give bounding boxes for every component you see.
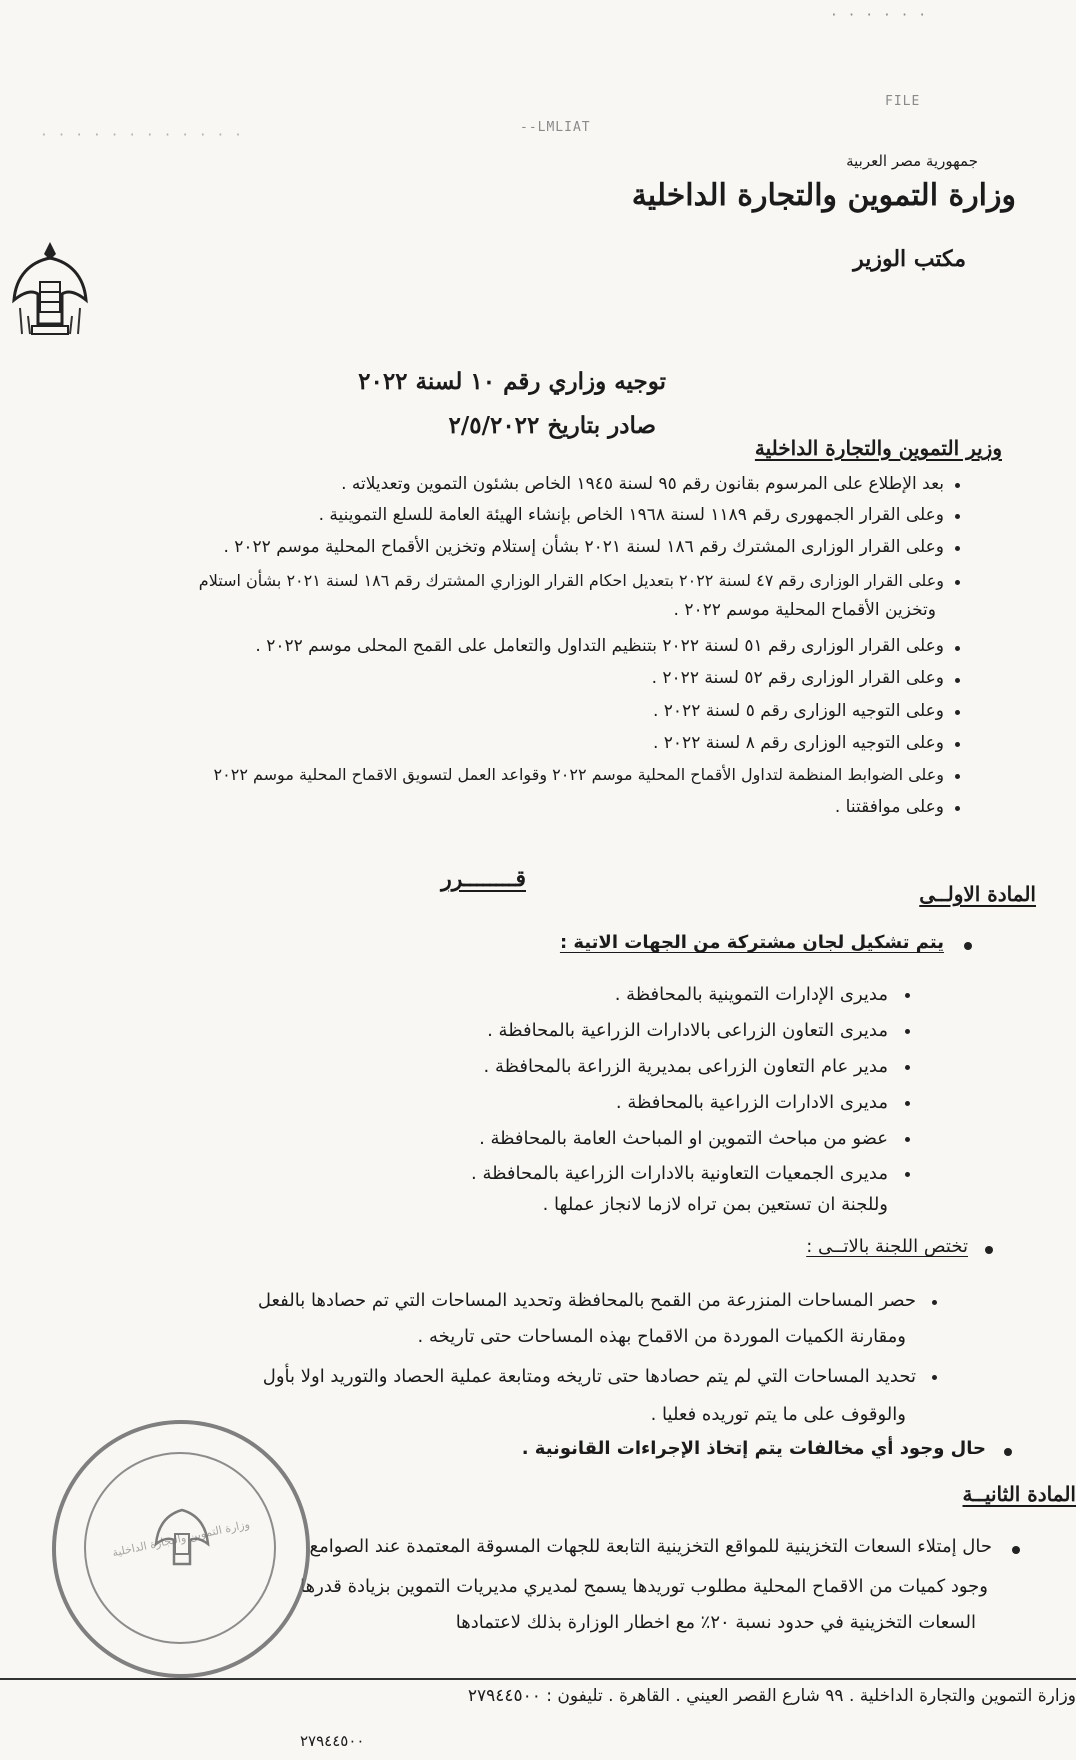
- committee-member: مديرى الجمعيات التعاونية بالادارات الزراعية بالمحافظة .: [471, 1163, 888, 1184]
- directive-number: توجيه وزاري رقم ١٠ لسنة ٢٠٢٢: [358, 368, 666, 395]
- preamble-line: وعلى الضوابط المنظمة لتداول الأقماح المحلية موسم ٢٠٢٢ وقواعد العمل لتسويق الاقماح المحلية موسم ٢٠٢٢: [213, 765, 944, 784]
- preamble-line: وعلى القرار الجمهورى رقم ١١٨٩ لسنة ١٩٦٨ الخاص بإنشاء الهيئة العامة للسلع التموينية .: [318, 505, 944, 525]
- official-seal: [52, 1420, 310, 1678]
- article-bullet: [985, 1246, 993, 1254]
- preamble-bullet: [955, 514, 960, 519]
- eagle-emblem-icon: [10, 238, 90, 338]
- committee-member: مدير عام التعاون الزراعى بمديرية الزراعة بالمحافظة .: [483, 1056, 888, 1077]
- preamble-bullet: [955, 806, 960, 811]
- minister-title: وزير التموين والتجارة الداخلية: [754, 436, 1002, 460]
- preamble-line: وعلى موافقتنا .: [834, 797, 944, 817]
- republic-name: جمهورية مصر العربية: [846, 152, 978, 170]
- preamble-line: وعلى التوجيه الوزارى رقم ٨ لسنة ٢٠٢٢ .: [652, 733, 944, 753]
- ministry-name: وزارة التموين والتجارة الداخلية: [631, 178, 1016, 213]
- preamble-bullet: [955, 742, 960, 747]
- member-bullet: [905, 1029, 910, 1034]
- preamble-line: بعد الإطلاع على المرسوم بقانون رقم ٩٥ لسنة ١٩٤٥ الخاص بشئون التموين وتعديلاته .: [341, 474, 944, 494]
- committee-member: عضو من مباحث التموين او المباحث العامة بالمحافظة .: [479, 1128, 888, 1149]
- preamble-bullet: [955, 678, 960, 683]
- preamble-line: وتخزين الأقماح المحلية موسم ٢٠٢٢ .: [673, 600, 936, 620]
- minister-office: مكتب الوزير: [853, 246, 966, 272]
- seal-text: وزارة التموين والتجارة الداخلية: [111, 1517, 251, 1560]
- issue-date: صادر بتاريخ ٢/٥/٢٠٢٢: [448, 412, 656, 439]
- article-bullet: [964, 942, 972, 950]
- preamble-bullet: [955, 483, 960, 488]
- decides-heading: قــــــــرر: [441, 866, 526, 892]
- preamble-bullet: [955, 646, 960, 651]
- member-bullet: [905, 1101, 910, 1106]
- footer-divider: [0, 1678, 1076, 1680]
- member-bullet: [905, 1172, 910, 1177]
- article-2-line: حال إمتلاء السعات التخزينية للمواقع التخزينية التابعة للجهات المسوقة المعتمدة عند الصوامع: [309, 1536, 992, 1557]
- scan-mark-file: FILE: [885, 94, 921, 109]
- preamble-line: وعلى القرار الوزارى رقم ٤٧ لسنة ٢٠٢٢ بتعديل احكام القرار الوزاري المشترك رقم ١٨٦ لسنة ٢٠٢١ بشأن استلام: [198, 571, 944, 590]
- task-bullet: [932, 1375, 937, 1380]
- footer-phone: ٢٧٩٤٤٥٠٠: [300, 1732, 365, 1750]
- article-2-line: وجود كميات من الاقماح المحلية مطلوب توريدها يسمح لمديري مديريات التموين بزيادة قدرها: [300, 1576, 988, 1597]
- member-bullet: [905, 1137, 910, 1142]
- article-2-heading: المادة الثانيــة: [962, 1482, 1076, 1506]
- committee-member: مديرى الادارات الزراعية بالمحافظة .: [615, 1092, 888, 1113]
- preamble-line: وعلى القرار الوزارى رقم ٥١ لسنة ٢٠٢٢ بتنظيم التداول والتعامل على القمح المحلى موسم ٢٠٢٢ .: [255, 636, 944, 656]
- article-bullet: [1012, 1546, 1020, 1554]
- task-line: تحديد المساحات التي لم يتم حصادها حتى تاريخه ومتابعة عملية الحصاد والتوريد اولا بأول: [262, 1366, 916, 1387]
- preamble-bullet: [955, 710, 960, 715]
- preamble-bullet: [955, 774, 960, 779]
- article-1-heading: المادة الاولــى: [919, 882, 1036, 906]
- task-line: والوقوف على ما يتم توريده فعليا .: [650, 1404, 906, 1425]
- committee-member: مديرى الإدارات التموينية بالمحافظة .: [614, 984, 888, 1005]
- preamble-line: وعلى القرار الوزارى رقم ٥٢ لسنة ٢٠٢٢ .: [651, 668, 944, 688]
- violations-line: حال وجود أي مخالفات يتم إتخاذ الإجراءات القانونية .: [521, 1438, 986, 1459]
- tasks-lead: تختص اللجنة بالاتــى :: [806, 1236, 968, 1257]
- article-2-line: السعات التخزينية في حدود نسبة ٢٠٪ مع اخطار الوزارة بذلك لاعتمادها: [455, 1612, 976, 1633]
- scan-mark-top: · · · · · ·: [830, 8, 928, 23]
- member-bullet: [905, 993, 910, 998]
- committee-lead: يتم تشكيل لجان مشتركة من الجهات الاتية :: [559, 932, 944, 953]
- committee-note: وللجنة ان تستعين بمن تراه لازما لانجاز عملها .: [542, 1194, 888, 1215]
- member-bullet: [905, 1065, 910, 1070]
- article-bullet: [1004, 1448, 1012, 1456]
- task-line: ومقارنة الكميات الموردة من الاقماح بهذه المساحات حتى تاريخه .: [417, 1326, 906, 1347]
- scan-mark-faded: · · · · · · · · · · · ·: [40, 128, 244, 143]
- footer-address: وزارة التموين والتجارة الداخلية . ٩٩ شارع القصر العيني . القاهرة . تليفون : ٢٧٩٤٤٥٠٠: [467, 1686, 1076, 1706]
- task-bullet: [932, 1300, 937, 1305]
- scan-mark-left: --LMLIAT: [520, 120, 591, 135]
- preamble-line: وعلى القرار الوزارى المشترك رقم ١٨٦ لسنة ٢٠٢١ بشأن إستلام وتخزين الأقماح المحلية موسم ٢٠٢٢ .: [223, 537, 944, 557]
- preamble-bullet: [955, 546, 960, 551]
- preamble-bullet: [955, 580, 960, 585]
- committee-member: مديرى التعاون الزراعى بالادارات الزراعية بالمحافظة .: [487, 1020, 888, 1041]
- task-line: حصر المساحات المنزرعة من القمح بالمحافظة وتحديد المساحات التي تم حصادها بالفعل: [257, 1290, 916, 1311]
- preamble-line: وعلى التوجيه الوزارى رقم ٥ لسنة ٢٠٢٢ .: [652, 701, 944, 721]
